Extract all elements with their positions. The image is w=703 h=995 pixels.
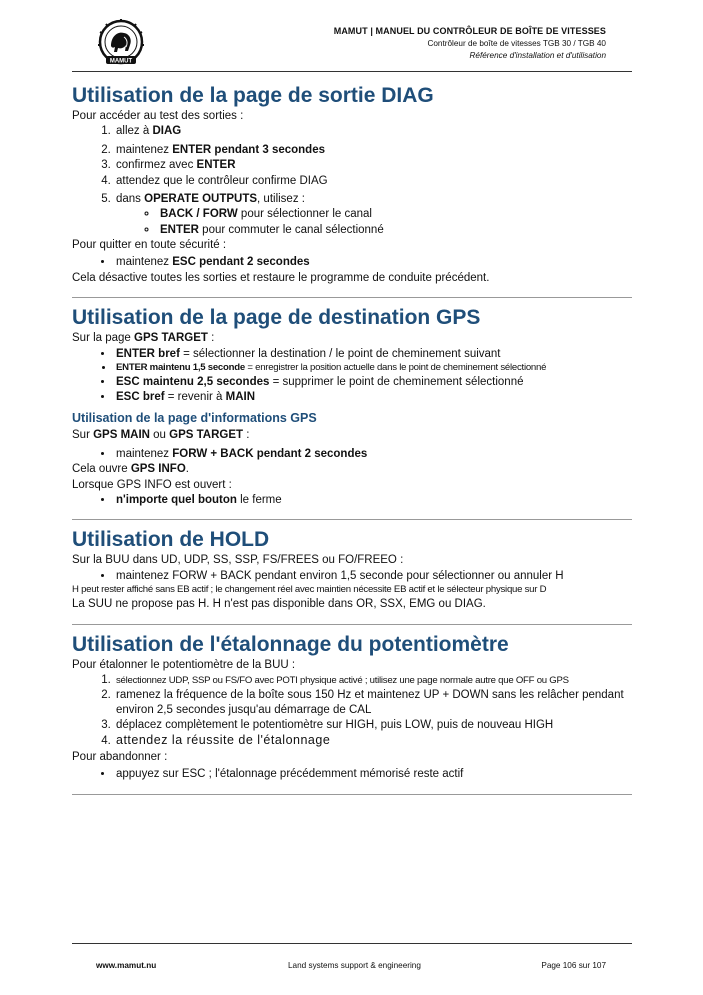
header-title: MAMUT | MANUEL DU CONTRÔLEUR DE BOÎTE DE VITESSES xyxy=(333,26,606,36)
list-item: 3. confirmez avec ENTER xyxy=(114,158,632,172)
bullet-list xyxy=(72,347,632,405)
bullet-list xyxy=(72,767,632,781)
list-item: ◦ ENTER pour commuter le canal sélectionné xyxy=(158,223,632,237)
list-item: ◦ BACK / FORW pour sélectionner le canal xyxy=(158,207,632,221)
page-content xyxy=(72,84,632,803)
list-item: • maintenez FORW + BACK pendant environ 1,5 seconde pour sélectionner ou annuler H xyxy=(114,569,632,583)
list-item: 3. déplacez complètement le potentiomètre sur HIGH, puis LOW, puis de nouveau HIGH xyxy=(114,718,632,732)
paragraph: Sur GPS MAIN ou GPS TARGET : xyxy=(72,429,250,442)
subsection-title-gps-info: Utilisation de la page d'informations GPS xyxy=(72,410,317,425)
paragraph: Sur la BUU dans UD, UDP, SS, SSP, FS/FREES ou FO/FREEO : xyxy=(72,554,404,567)
bullet-list xyxy=(72,255,632,269)
list-item: 1. sélectionnez UDP, SSP ou FS/FO avec POTI physique activé ; utilisez une page normale autre que OFF ou GPS xyxy=(114,673,632,687)
mamut-logo-icon xyxy=(94,18,148,68)
paragraph: Pour étalonner le potentiomètre de la BUU : xyxy=(72,658,296,671)
section-divider xyxy=(72,297,632,298)
section-divider xyxy=(72,519,632,520)
list-item: • ESC bref = revenir à MAIN xyxy=(114,390,632,404)
bullet-list xyxy=(72,569,632,583)
section-title-hold: Utilisation de HOLD xyxy=(72,528,270,552)
list-item: • appuyez sur ESC ; l'étalonnage précédemment mémorisé reste actif xyxy=(114,767,632,781)
list-item: 4. attendez que le contrôleur confirme DIAG xyxy=(114,174,632,188)
section-title-gps-target: Utilisation de la page de destination GPS xyxy=(72,306,481,330)
footer-tagline: Land systems support & engineering xyxy=(288,961,421,970)
section-title-diag: Utilisation de la page de sortie DIAG xyxy=(72,84,434,107)
list-item: 2. ramenez la fréquence de la boîte sous 150 Hz et maintenez UP + DOWN sans les relâcher pendant environ 2,5 secondes jusqu'au démarrage de CAL xyxy=(114,688,632,717)
logo-text: MAMUT xyxy=(109,58,133,65)
paragraph: La SUU ne propose pas H. H n'est pas disponible dans OR, SSX, EMG ou DIAG. xyxy=(72,598,486,611)
paragraph: Cela ouvre GPS INFO. xyxy=(72,463,189,476)
page-footer xyxy=(72,943,632,973)
paragraph: Sur la page GPS TARGET : xyxy=(72,332,215,345)
list-item: 1. allez à DIAG xyxy=(114,124,632,138)
numbered-list xyxy=(72,673,632,749)
footer-website: www.mamut.nu xyxy=(96,961,157,970)
section-divider xyxy=(72,624,632,625)
list-item: 4. attendez la réussite de l'étalonnage xyxy=(114,733,632,749)
list-item: • maintenez ESC pendant 2 secondes xyxy=(114,255,632,269)
page-header xyxy=(72,14,632,72)
list-item: 5. dans OPERATE OUTPUTS, utilisez : ◦ BACK / FORW pour sélectionner le canal ◦ ENTER pour commuter le canal sélectionné xyxy=(114,192,632,237)
paragraph: Lorsque GPS INFO est ouvert : xyxy=(72,478,232,491)
section-divider xyxy=(72,794,632,795)
header-subtitle-2: Référence d'installation et d'utilisation xyxy=(469,50,606,60)
bullet-list xyxy=(72,447,632,461)
paragraph: Pour quitter en toute sécurité : xyxy=(72,239,227,252)
list-item: • ESC maintenu 2,5 secondes = supprimer le point de cheminement sélectionné xyxy=(114,375,632,389)
section-title-potentiometer: Utilisation de l'étalonnage du potentiomètre xyxy=(72,632,509,656)
paragraph: Pour abandonner : xyxy=(72,751,168,764)
sub-list xyxy=(116,207,632,237)
page-number: Page 106 sur 107 xyxy=(541,961,606,970)
list-item: • ENTER bref = sélectionner la destination / le point de cheminement suivant xyxy=(114,347,632,361)
list-item: • n'importe quel bouton le ferme xyxy=(114,493,632,507)
note: H peut rester affiché sans EB actif ; le changement réel avec maintien nécessite EB actif et le sélecteur physique sur D xyxy=(72,584,547,596)
list-item: • ENTER maintenu 1,5 seconde = enregistrer la position actuelle dans le point de cheminement sélectionné xyxy=(114,362,632,374)
header-subtitle: Contrôleur de boîte de vitesses TGB 30 / TGB 40 xyxy=(427,39,606,49)
list-item: • maintenez FORW + BACK pendant 2 secondes xyxy=(114,447,632,461)
bullet-list xyxy=(72,493,632,507)
list-item: 2. maintenez ENTER pendant 3 secondes xyxy=(114,143,632,157)
paragraph: Pour accéder au test des sorties : xyxy=(72,110,244,123)
numbered-list xyxy=(72,124,632,237)
paragraph: Cela désactive toutes les sorties et restaure le programme de conduite précédent. xyxy=(72,271,490,284)
